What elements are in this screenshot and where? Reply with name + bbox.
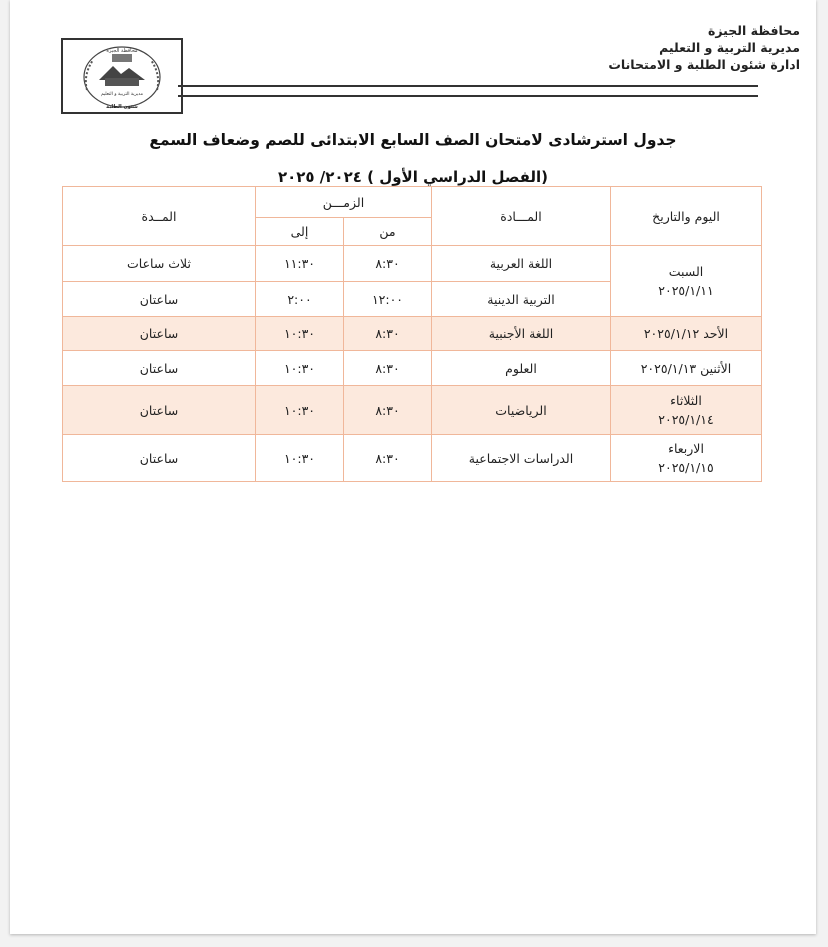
header-from: من <box>344 218 432 246</box>
header-to: إلى <box>256 218 344 246</box>
duration-cell: ساعتان <box>63 282 256 317</box>
from-cell: ١٢:٠٠ <box>344 282 432 317</box>
logo-top-text: محافظة الجيزة <box>106 48 138 54</box>
duration-cell: ثلاث ساعات <box>63 246 256 282</box>
emblem-icon <box>63 40 181 112</box>
day-date-cell <box>611 386 762 435</box>
duration-cell: ساعتان <box>63 386 256 435</box>
header-day-date: اليوم والتاريخ <box>611 187 762 246</box>
header-duration: المــدة <box>63 187 256 246</box>
document-page <box>10 0 816 934</box>
header-block <box>500 22 800 73</box>
to-cell: ١١:٣٠ <box>256 246 344 282</box>
table-row <box>63 386 762 435</box>
header-divider <box>178 85 758 97</box>
header-time: الزمـــن <box>256 187 432 218</box>
day-date-cell: الأحد ٢٠٢٥/١/١٢ <box>611 317 762 351</box>
logo <box>61 38 183 114</box>
day-name: السبت <box>668 264 704 279</box>
to-cell: ١٠:٣٠ <box>256 317 344 351</box>
date: ٢٠٢٥/١/١٥ <box>658 460 714 475</box>
table-row <box>63 435 762 482</box>
table-header-row <box>63 187 762 218</box>
table-row <box>63 317 762 351</box>
day-name: الثلاثاء <box>670 393 702 408</box>
date: ٢٠٢٥/١/١١ <box>658 283 714 298</box>
header-administration: ادارة شئون الطلبة و الامتحانات <box>608 57 800 72</box>
page-title: جدول استرشادى لامتحان الصف السابع الابتدائى للصم وضعاف السمع <box>149 131 677 149</box>
day-date-cell: الأثنين ٢٠٢٥/١/١٣ <box>611 351 762 386</box>
header-subject: المـــادة <box>432 187 611 246</box>
duration-cell: ساعتان <box>63 351 256 386</box>
from-cell: ٨:٣٠ <box>344 317 432 351</box>
date: ٢٠٢٥/١/١٤ <box>658 412 714 427</box>
subject-cell: اللغة العربية <box>432 246 611 282</box>
header-directorate: مديرية التربية و التعليم <box>659 40 800 55</box>
exam-schedule-table <box>62 186 762 482</box>
duration-cell: ساعتان <box>63 435 256 482</box>
header-governorate: محافظة الجيزة <box>708 23 800 38</box>
subject-cell: الدراسات الاجتماعية <box>432 435 611 482</box>
day-name: الاربعاء <box>668 441 704 456</box>
subject-cell: اللغة الأجنبية <box>432 317 611 351</box>
from-cell: ٨:٣٠ <box>344 351 432 386</box>
to-cell: ٢:٠٠ <box>256 282 344 317</box>
to-cell: ١٠:٣٠ <box>256 351 344 386</box>
to-cell: ١٠:٣٠ <box>256 386 344 435</box>
subject-cell: التربية الدينية <box>432 282 611 317</box>
from-cell: ٨:٣٠ <box>344 246 432 282</box>
page-subtitle: (الفصل الدراسي الأول ) ٢٠٢٤/ ٢٠٢٥ <box>277 168 549 186</box>
logo-mid-text: مديرية التربية و التعليم <box>100 92 144 97</box>
from-cell: ٨:٣٠ <box>344 386 432 435</box>
logo-bottom-text: شئون الطلبة <box>106 104 138 110</box>
table-row <box>63 246 762 282</box>
to-cell: ١٠:٣٠ <box>256 435 344 482</box>
subject-cell: الرياضيات <box>432 386 611 435</box>
day-date-cell <box>611 246 762 317</box>
subject-cell: العلوم <box>432 351 611 386</box>
day-date-cell <box>611 435 762 482</box>
table-row <box>63 351 762 386</box>
from-cell: ٨:٣٠ <box>344 435 432 482</box>
duration-cell: ساعتان <box>63 317 256 351</box>
